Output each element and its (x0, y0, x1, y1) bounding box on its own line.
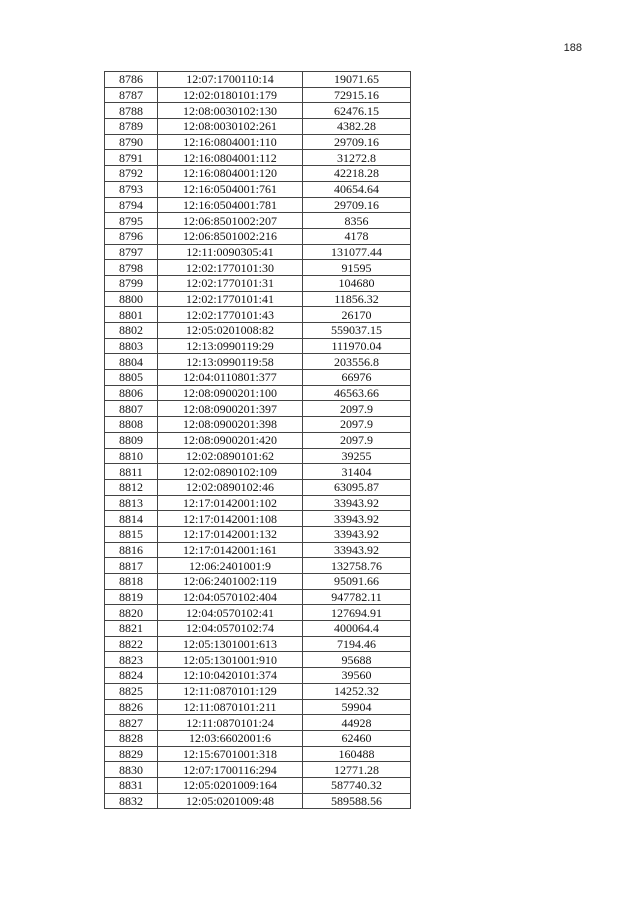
table-row (105, 401, 411, 417)
value-cell: 40654.64 (303, 181, 411, 197)
row-number-cell: 8832 (105, 793, 158, 809)
table-row (105, 432, 411, 448)
table-row (105, 730, 411, 746)
cadastral-number-cell: 12:02:0890102:46 (158, 479, 303, 495)
cadastral-number-cell: 12:06:2401002:119 (158, 574, 303, 590)
value-cell: 19071.65 (303, 72, 411, 88)
table-row (105, 558, 411, 574)
table-row (105, 793, 411, 809)
cadastral-number-cell: 12:06:8501002:207 (158, 213, 303, 229)
table-row (105, 464, 411, 480)
value-cell: 2097.9 (303, 401, 411, 417)
table-row (105, 354, 411, 370)
cadastral-number-cell: 12:03:6602001:6 (158, 730, 303, 746)
row-number-cell: 8804 (105, 354, 158, 370)
cadastral-number-cell: 12:05:1301001:613 (158, 636, 303, 652)
value-cell: 33943.92 (303, 542, 411, 558)
table-row (105, 134, 411, 150)
row-number-cell: 8826 (105, 699, 158, 715)
row-number-cell: 8786 (105, 72, 158, 88)
table-row (105, 370, 411, 386)
cadastral-number-cell: 12:04:0570102:74 (158, 621, 303, 637)
page-number: 188 (563, 42, 582, 54)
row-number-cell: 8831 (105, 777, 158, 793)
value-cell: 95688 (303, 652, 411, 668)
cadastral-number-cell: 12:08:0900201:100 (158, 385, 303, 401)
table-row (105, 542, 411, 558)
cadastral-number-cell: 12:08:0900201:420 (158, 432, 303, 448)
value-cell: 42218.28 (303, 166, 411, 182)
row-number-cell: 8819 (105, 589, 158, 605)
cadastral-number-cell: 12:16:0804001:112 (158, 150, 303, 166)
value-cell: 203556.8 (303, 354, 411, 370)
table-row (105, 213, 411, 229)
row-number-cell: 8825 (105, 683, 158, 699)
cadastral-number-cell: 12:06:2401001:9 (158, 558, 303, 574)
cadastral-number-cell: 12:17:0142001:161 (158, 542, 303, 558)
value-cell: 33943.92 (303, 511, 411, 527)
value-cell: 39255 (303, 448, 411, 464)
value-cell: 111970.04 (303, 338, 411, 354)
cadastral-number-cell: 12:15:6701001:318 (158, 746, 303, 762)
value-cell: 46563.66 (303, 385, 411, 401)
row-number-cell: 8815 (105, 526, 158, 542)
row-number-cell: 8824 (105, 668, 158, 684)
cadastral-number-cell: 12:16:0504001:781 (158, 197, 303, 213)
table-row (105, 181, 411, 197)
value-cell: 95091.66 (303, 574, 411, 590)
row-number-cell: 8795 (105, 213, 158, 229)
cadastral-number-cell: 12:02:1770101:31 (158, 275, 303, 291)
value-cell: 62476.15 (303, 103, 411, 119)
cadastral-number-cell: 12:02:1770101:41 (158, 291, 303, 307)
cadastral-number-cell: 12:11:0870101:129 (158, 683, 303, 699)
cadastral-number-cell: 12:11:0870101:211 (158, 699, 303, 715)
row-number-cell: 8799 (105, 275, 158, 291)
cadastral-number-cell: 12:04:0570102:404 (158, 589, 303, 605)
table-row (105, 683, 411, 699)
table-row (105, 495, 411, 511)
table-row (105, 589, 411, 605)
row-number-cell: 8803 (105, 338, 158, 354)
cadastral-number-cell: 12:08:0030102:261 (158, 119, 303, 135)
value-cell: 33943.92 (303, 526, 411, 542)
value-cell: 26170 (303, 307, 411, 323)
value-cell: 7194.46 (303, 636, 411, 652)
row-number-cell: 8817 (105, 558, 158, 574)
value-cell: 160488 (303, 746, 411, 762)
cadastral-number-cell: 12:08:0030102:130 (158, 103, 303, 119)
value-cell: 947782.11 (303, 589, 411, 605)
table-row (105, 668, 411, 684)
cadastral-number-cell: 12:16:0504001:761 (158, 181, 303, 197)
value-cell: 587740.32 (303, 777, 411, 793)
value-cell: 62460 (303, 730, 411, 746)
row-number-cell: 8797 (105, 244, 158, 260)
value-cell: 131077.44 (303, 244, 411, 260)
table-row (105, 417, 411, 433)
row-number-cell: 8821 (105, 621, 158, 637)
row-number-cell: 8789 (105, 119, 158, 135)
row-number-cell: 8787 (105, 87, 158, 103)
value-cell: 63095.87 (303, 479, 411, 495)
table-row (105, 72, 411, 88)
value-cell: 39560 (303, 668, 411, 684)
row-number-cell: 8809 (105, 432, 158, 448)
row-number-cell: 8798 (105, 260, 158, 276)
value-cell: 127694.91 (303, 605, 411, 621)
table-row (105, 197, 411, 213)
cadastral-number-cell: 12:11:0870101:24 (158, 715, 303, 731)
table-body (105, 72, 411, 809)
value-cell: 104680 (303, 275, 411, 291)
table-row (105, 479, 411, 495)
table-row (105, 652, 411, 668)
table-row (105, 511, 411, 527)
cadastral-number-cell: 12:17:0142001:102 (158, 495, 303, 511)
cadastral-number-cell: 12:08:0900201:397 (158, 401, 303, 417)
table-row (105, 275, 411, 291)
cadastral-number-cell: 12:06:8501002:216 (158, 228, 303, 244)
row-number-cell: 8790 (105, 134, 158, 150)
value-cell: 72915.16 (303, 87, 411, 103)
table-row (105, 166, 411, 182)
cadastral-number-cell: 12:04:0570102:41 (158, 605, 303, 621)
table-row (105, 307, 411, 323)
cadastral-number-cell: 12:05:0201008:82 (158, 323, 303, 339)
row-number-cell: 8793 (105, 181, 158, 197)
row-number-cell: 8800 (105, 291, 158, 307)
value-cell: 8356 (303, 213, 411, 229)
row-number-cell: 8827 (105, 715, 158, 731)
row-number-cell: 8806 (105, 385, 158, 401)
table-row (105, 762, 411, 778)
value-cell: 66976 (303, 370, 411, 386)
cadastral-number-cell: 12:07:1700110:14 (158, 72, 303, 88)
table-row (105, 103, 411, 119)
row-number-cell: 8811 (105, 464, 158, 480)
table-row (105, 260, 411, 276)
table-row (105, 150, 411, 166)
value-cell: 400064.4 (303, 621, 411, 637)
table-row (105, 323, 411, 339)
table-row (105, 448, 411, 464)
row-number-cell: 8805 (105, 370, 158, 386)
table-row (105, 119, 411, 135)
cadastral-number-cell: 12:02:0890102:109 (158, 464, 303, 480)
row-number-cell: 8830 (105, 762, 158, 778)
row-number-cell: 8816 (105, 542, 158, 558)
cadastral-number-cell: 12:13:0990119:29 (158, 338, 303, 354)
table-row (105, 338, 411, 354)
table-row (105, 636, 411, 652)
row-number-cell: 8788 (105, 103, 158, 119)
value-cell: 11856.32 (303, 291, 411, 307)
value-cell: 2097.9 (303, 432, 411, 448)
row-number-cell: 8802 (105, 323, 158, 339)
row-number-cell: 8791 (105, 150, 158, 166)
value-cell: 4382.28 (303, 119, 411, 135)
value-cell: 44928 (303, 715, 411, 731)
row-number-cell: 8792 (105, 166, 158, 182)
row-number-cell: 8818 (105, 574, 158, 590)
cadastral-number-cell: 12:02:0180101:179 (158, 87, 303, 103)
row-number-cell: 8812 (105, 479, 158, 495)
row-number-cell: 8796 (105, 228, 158, 244)
value-cell: 4178 (303, 228, 411, 244)
row-number-cell: 8810 (105, 448, 158, 464)
row-number-cell: 8829 (105, 746, 158, 762)
cadastral-number-cell: 12:16:0804001:120 (158, 166, 303, 182)
row-number-cell: 8822 (105, 636, 158, 652)
cadastral-number-cell: 12:02:1770101:43 (158, 307, 303, 323)
cadastral-number-cell: 12:05:0201009:164 (158, 777, 303, 793)
value-cell: 132758.76 (303, 558, 411, 574)
value-cell: 29709.16 (303, 197, 411, 213)
table-row (105, 746, 411, 762)
table-row (105, 715, 411, 731)
cadastral-number-cell: 12:08:0900201:398 (158, 417, 303, 433)
table-row (105, 228, 411, 244)
value-cell: 29709.16 (303, 134, 411, 150)
table-row (105, 777, 411, 793)
row-number-cell: 8808 (105, 417, 158, 433)
cadastral-number-cell: 12:05:0201009:48 (158, 793, 303, 809)
value-cell: 12771.28 (303, 762, 411, 778)
row-number-cell: 8807 (105, 401, 158, 417)
table-row (105, 385, 411, 401)
cadastral-number-cell: 12:07:1700116:294 (158, 762, 303, 778)
cadastral-number-cell: 12:16:0804001:110 (158, 134, 303, 150)
cadastral-number-cell: 12:05:1301001:910 (158, 652, 303, 668)
value-cell: 33943.92 (303, 495, 411, 511)
row-number-cell: 8828 (105, 730, 158, 746)
row-number-cell: 8814 (105, 511, 158, 527)
table-row (105, 87, 411, 103)
value-cell: 31404 (303, 464, 411, 480)
cadastral-number-cell: 12:02:0890101:62 (158, 448, 303, 464)
value-cell: 589588.56 (303, 793, 411, 809)
cadastral-number-cell: 12:17:0142001:132 (158, 526, 303, 542)
cadastral-number-cell: 12:17:0142001:108 (158, 511, 303, 527)
cadastral-number-cell: 12:04:0110801:377 (158, 370, 303, 386)
cadastral-number-cell: 12:02:1770101:30 (158, 260, 303, 276)
table-row (105, 291, 411, 307)
table-row (105, 699, 411, 715)
value-cell: 59904 (303, 699, 411, 715)
value-cell: 559037.15 (303, 323, 411, 339)
cadastral-number-cell: 12:13:0990119:58 (158, 354, 303, 370)
table-row (105, 621, 411, 637)
row-number-cell: 8823 (105, 652, 158, 668)
table-row (105, 526, 411, 542)
row-number-cell: 8801 (105, 307, 158, 323)
table-row (105, 605, 411, 621)
table-row (105, 574, 411, 590)
cadastral-number-cell: 12:11:0090305:41 (158, 244, 303, 260)
cadastral-number-cell: 12:10:0420101:374 (158, 668, 303, 684)
value-cell: 14252.32 (303, 683, 411, 699)
row-number-cell: 8794 (105, 197, 158, 213)
row-number-cell: 8820 (105, 605, 158, 621)
value-cell: 91595 (303, 260, 411, 276)
table-row (105, 244, 411, 260)
value-cell: 31272.8 (303, 150, 411, 166)
data-table (104, 71, 411, 809)
row-number-cell: 8813 (105, 495, 158, 511)
value-cell: 2097.9 (303, 417, 411, 433)
